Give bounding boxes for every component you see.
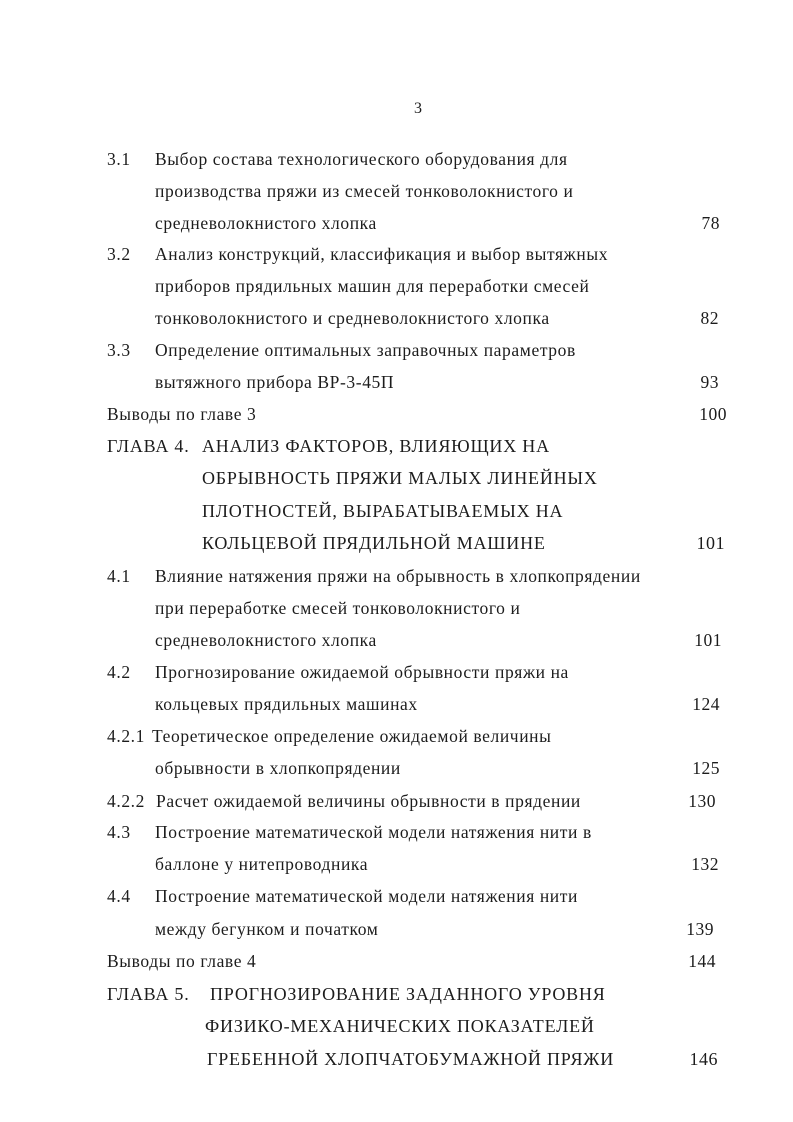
chapter-title-line: АНАЛИЗ ФАКТОРОВ, ВЛИЯЮЩИХ НА [202, 436, 550, 456]
toc-entry-4-2 [0, 658, 720, 686]
chapter-label: ГЛАВА 5. [107, 984, 190, 1004]
section-number: 4.2 [107, 662, 131, 682]
chapter-label: ГЛАВА 4. [107, 436, 190, 456]
toc-entry-4-2-1 [0, 722, 720, 750]
toc-conclusions-3 [0, 400, 727, 428]
toc-chapter-5-cont [0, 1012, 720, 1040]
page-ref: 100 [699, 404, 727, 424]
chapter-title-line: ПРОГНОЗИРОВАНИЕ ЗАДАННОГО УРОВНЯ [210, 984, 606, 1004]
section-title-line: Выбор состава технологического оборудования для [155, 149, 568, 169]
toc-conclusions-4 [0, 947, 716, 975]
toc-chapter-5-last [0, 1045, 718, 1073]
page-ref: 101 [696, 533, 725, 553]
section-title-line: между бегунком и початком [155, 919, 379, 939]
section-number: 3.3 [107, 340, 131, 360]
section-title-line: баллоне у нитепроводника [155, 854, 369, 874]
section-title-line: кольцевых прядильных машинах [155, 694, 418, 714]
toc-entry-3-3-last [0, 368, 719, 396]
toc-entry-3-1-last [0, 209, 720, 237]
section-title-line: вытяжного прибора ВР-3-45П [155, 372, 395, 392]
toc-entry-4-1-cont [0, 594, 720, 622]
chapter-title-line: ОБРЫВНОСТЬ ПРЯЖИ МАЛЫХ ЛИНЕЙНЫХ [202, 468, 598, 488]
toc-entry-3-2-cont [0, 272, 720, 300]
section-title-line: обрывности в хлопкопрядении [155, 758, 401, 778]
chapter-title-line: ПЛОТНОСТЕЙ, ВЫРАБАТЫВАЕМЫХ НА [202, 501, 564, 521]
toc-entry-3-2-last [0, 304, 719, 332]
section-title-line: Определение оптимальных заправочных параметров [155, 340, 576, 360]
toc-entry-4-3-last [0, 850, 719, 878]
section-title-line: средневолокнистого хлопка [155, 630, 377, 650]
toc-entry-4-1 [0, 562, 720, 590]
toc-entry-4-1-last [0, 626, 722, 654]
section-number: 4.1 [107, 566, 131, 586]
section-title-line: Прогнозирование ожидаемой обрывности пряжи на [155, 662, 569, 682]
toc-entry-3-2 [0, 240, 720, 268]
section-number: 3.2 [107, 244, 131, 264]
section-title-line: Расчет ожидаемой величины обрывности в прядении [156, 791, 581, 811]
toc-entry-3-3 [0, 336, 720, 364]
page-ref: 124 [692, 694, 720, 714]
section-number: 4.2.1 [107, 726, 145, 746]
toc-entry-3-1 [0, 145, 720, 173]
page-ref: 78 [701, 213, 720, 233]
toc-entry-4-2-1-last [0, 754, 720, 782]
section-title-line: приборов прядильных машин для переработки смесей [155, 276, 590, 296]
toc-chapter-4-cont1 [0, 464, 725, 492]
section-title-line: Теоретическое определение ожидаемой величины [152, 726, 552, 746]
page-ref: 144 [688, 951, 716, 971]
toc-entry-4-4-last [0, 915, 714, 943]
page-ref: 101 [694, 630, 722, 650]
toc-chapter-4-cont2 [0, 497, 725, 525]
toc-chapter-4-last [0, 529, 725, 557]
section-number: 4.4 [107, 886, 131, 906]
page-ref: 146 [689, 1049, 718, 1069]
section-number: 4.2.2 [107, 791, 145, 811]
page-ref: 93 [700, 372, 719, 392]
section-title-line: Влияние натяжения пряжи на обрывность в хлопкопрядении [155, 566, 641, 586]
chapter-title-line: ГРЕБЕННОЙ ХЛОПЧАТОБУМАЖНОЙ ПРЯЖИ [207, 1049, 615, 1069]
toc-entry-4-2-last [0, 690, 720, 718]
toc-entry-4-4 [0, 882, 720, 910]
page-ref: 130 [688, 791, 716, 811]
toc-chapter-4 [0, 432, 725, 460]
section-number: 3.1 [107, 149, 131, 169]
section-title-line: тонковолокнистого и средневолокнистого хлопка [155, 308, 550, 328]
section-number: 4.3 [107, 822, 131, 842]
toc-entry-4-2-2 [0, 787, 716, 815]
section-title-line: Построение математической модели натяжения нити [155, 886, 578, 906]
page-number: 3 [414, 100, 422, 117]
chapter-title-line: КОЛЬЦЕВОЙ ПРЯДИЛЬНОЙ МАШИНЕ [202, 533, 546, 553]
section-title-line: производства пряжи из смесей тонковолокнистого и [155, 181, 574, 201]
section-title-line: Построение математической модели натяжения нити в [155, 822, 592, 842]
chapter-title-line: ФИЗИКО-МЕХАНИЧЕСКИХ ПОКАЗАТЕЛЕЙ [205, 1016, 595, 1036]
page-ref: 132 [691, 854, 719, 874]
section-title-line: при переработке смесей тонковолокнистого и [155, 598, 521, 618]
toc-chapter-5 [0, 980, 720, 1008]
section-title-line: средневолокнистого хлопка [155, 213, 377, 233]
conclusions-title: Выводы по главе 4 [107, 951, 257, 971]
toc-entry-3-1-cont [0, 177, 720, 205]
page-ref: 82 [700, 308, 719, 328]
page-ref: 139 [686, 919, 714, 939]
conclusions-title: Выводы по главе 3 [107, 404, 257, 424]
section-title-line: Анализ конструкций, классификация и выбор вытяжных [155, 244, 609, 264]
page-ref: 125 [692, 758, 720, 778]
toc-entry-4-3 [0, 818, 720, 846]
